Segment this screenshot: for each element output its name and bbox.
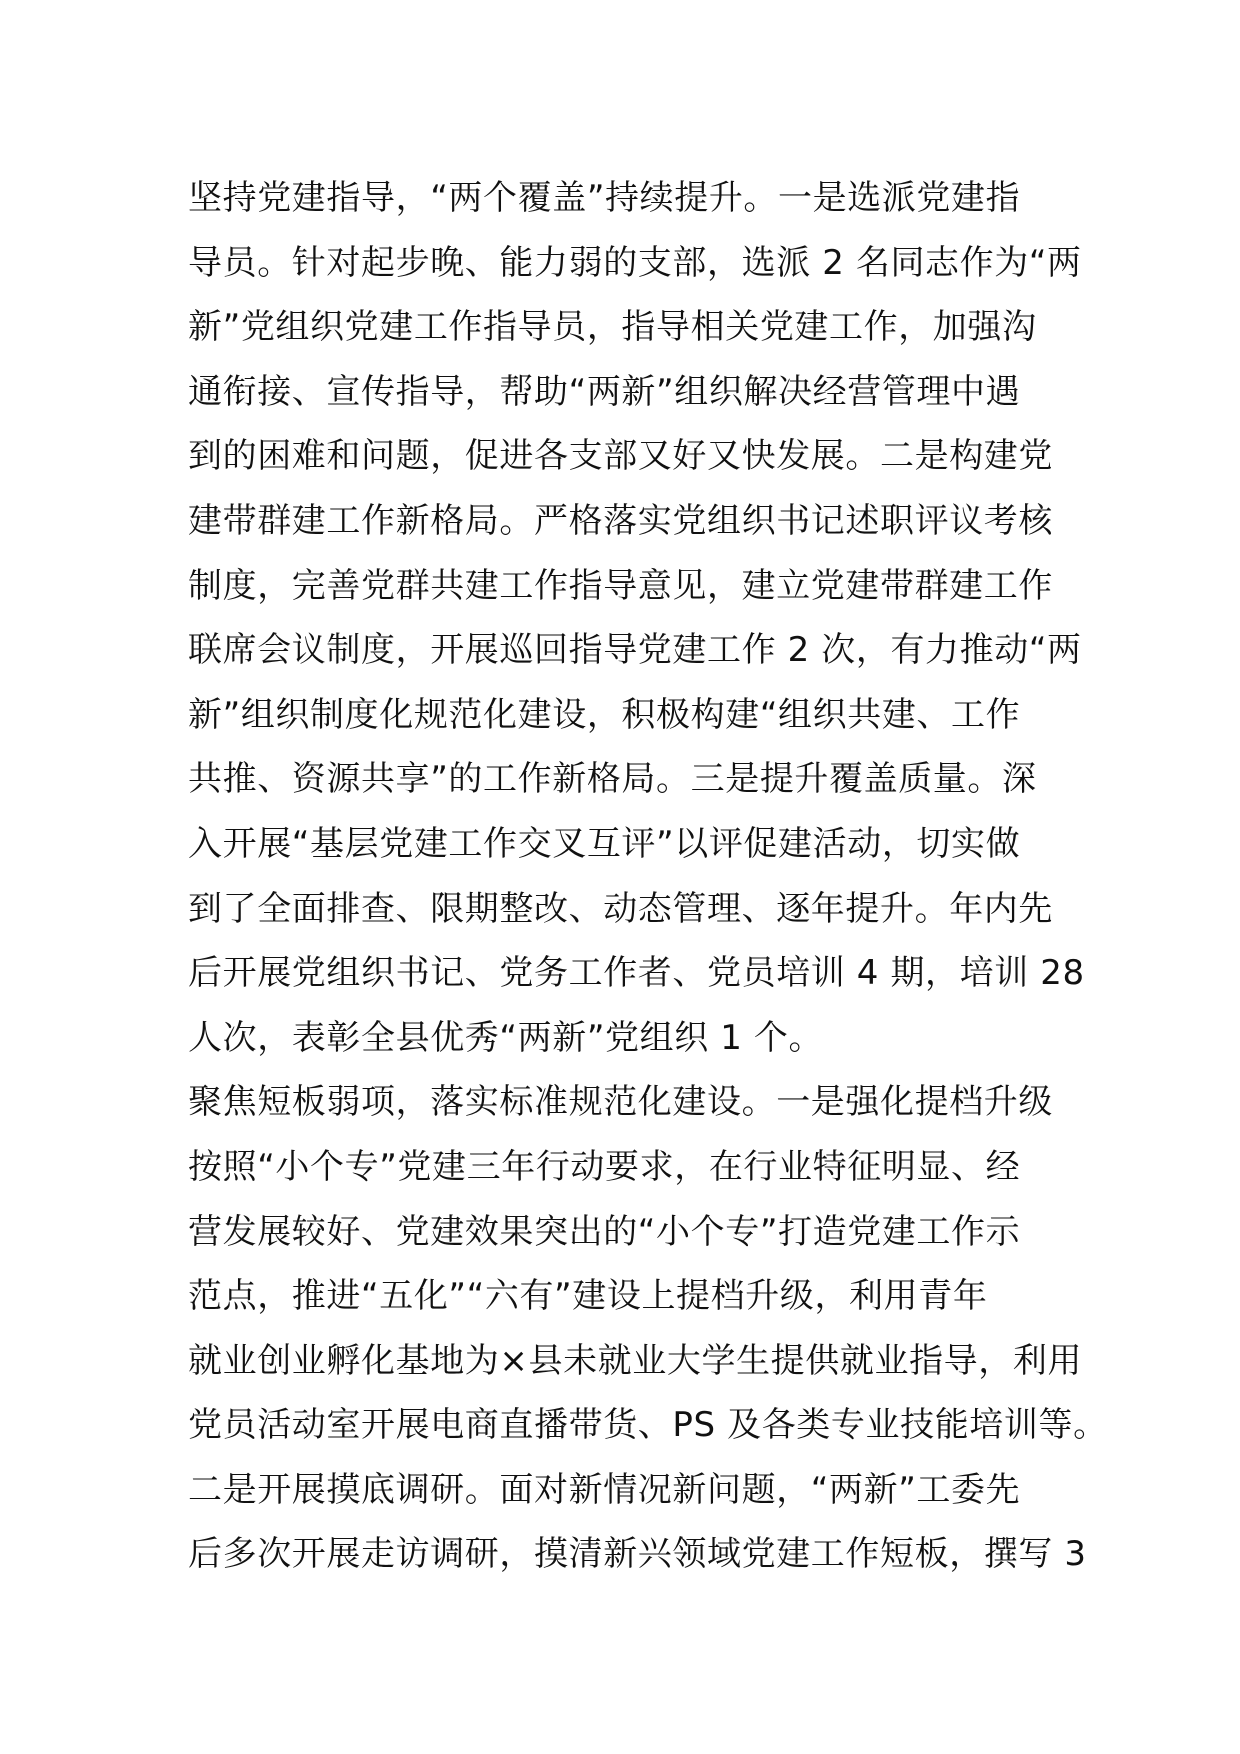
text-line: 坚持党建指导，“两个覆盖”持续提升。一是选派党建指 — [188, 178, 1021, 218]
text-line: 联席会议制度，开展巡回指导党建工作 2 次，有力推动“两 — [188, 630, 1082, 671]
text-line: 到的困难和问题，促进各支部又好又快发展。二是构建党 — [188, 436, 1053, 477]
text-line: 后开展党组织书记、党务工作者、党员培训 4 期，培训 28 — [188, 953, 1085, 994]
text-line: 人次，表彰全县优秀“两新”党组织 1 个。 — [188, 1017, 824, 1058]
text-line: 二是开展摸底调研。面对新情况新问题，“两新”工委先 — [188, 1469, 1021, 1510]
text-line: 到了全面排查、限期整改、动态管理、逐年提升。年内先 — [188, 888, 1053, 929]
text-line: 新”组织制度化规范化建设，积极构建“组织共建、工作 — [188, 694, 1021, 735]
text-line: 新”党组织党建工作指导员，指导相关党建工作，加强沟 — [188, 307, 1037, 348]
text-line: 营发展较好、党建效果突出的“小个专”打造党建工作示 — [188, 1211, 1021, 1252]
text-line: 共推、资源共享”的工作新格局。三是提升覆盖质量。深 — [188, 759, 1037, 800]
text-line: 党员活动室开展电商直播带货、PS 及各类专业技能培训等。 — [188, 1405, 1108, 1446]
text-line: 范点，推进“五化”“六有”建设上提档升级，利用青年 — [188, 1276, 988, 1317]
text-line: 后多次开展走访调研，摸清新兴领域党建工作短板，撰写 3 — [188, 1534, 1087, 1575]
text-line: 导员。针对起步晚、能力弱的支部，选派 2 名同志作为“两 — [188, 242, 1082, 283]
text-line: 就业创业孵化基地为×县未就业大学生提供就业指导，利用 — [188, 1340, 1083, 1381]
text-line: 制度，完善党群共建工作指导意见，建立党建带群建工作 — [188, 565, 1053, 606]
text-line: 入开展“基层党建工作交叉互评”以评促建活动，切实做 — [188, 823, 1021, 864]
text-line: 通衔接、宣传指导，帮助“两新”组织解决经营管理中遇 — [188, 371, 1021, 412]
text-line: 聚焦短板弱项，落实标准规范化建设。一是强化提档升级 — [188, 1082, 1053, 1123]
body-text — [188, 166, 1108, 1587]
text-line: 建带群建工作新格局。严格落实党组织书记述职评议考核 — [188, 500, 1053, 541]
text-line: 按照“小个专”党建三年行动要求，在行业特征明显、经 — [188, 1146, 1021, 1187]
